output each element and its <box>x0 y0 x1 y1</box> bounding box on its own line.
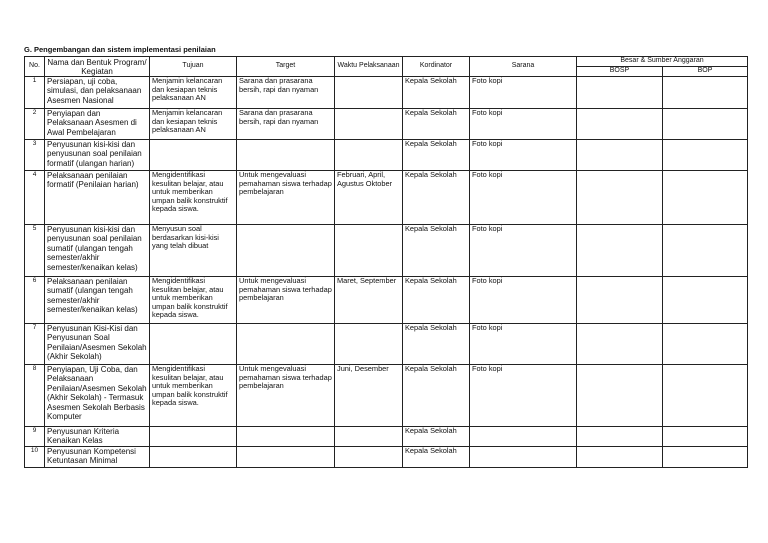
row-no: 8 <box>25 365 45 427</box>
row-no: 9 <box>25 427 45 447</box>
row-target <box>237 324 335 365</box>
row-bop <box>663 77 748 109</box>
row-target <box>237 427 335 447</box>
table-row <box>25 277 748 324</box>
row-no: 5 <box>25 225 45 277</box>
table-row <box>25 447 748 468</box>
row-no: 10 <box>25 447 45 468</box>
row-waktu <box>335 140 403 171</box>
row-tujuan <box>150 140 237 171</box>
row-no: 7 <box>25 324 45 365</box>
row-sarana: Foto kopi <box>470 171 577 225</box>
row-bosp <box>577 140 663 171</box>
header-bop: BOP <box>663 67 748 77</box>
row-sarana: Foto kopi <box>470 109 577 140</box>
row-nama: Penyiapan dan Pelaksanaan Asesmen di Awal Pembelajaran <box>45 109 150 140</box>
row-sarana: Foto kopi <box>470 77 577 109</box>
row-target <box>237 225 335 277</box>
row-kordinator: Kepala Sekolah <box>403 77 470 109</box>
row-no: 4 <box>25 171 45 225</box>
row-tujuan: Menjamin kelancaran dan kesiapan teknis pelaksanaan AN <box>150 77 237 109</box>
row-bop <box>663 277 748 324</box>
table-row <box>25 427 748 447</box>
row-tujuan: Menyusun soal berdasarkan kisi-kisi yang telah dibuat <box>150 225 237 277</box>
row-nama: Penyusunan kisi-kisi dan penyusunan soal penilaian formatif (ulangan harian) <box>45 140 150 171</box>
row-sarana: Foto kopi <box>470 277 577 324</box>
row-kordinator: Kepala Sekolah <box>403 140 470 171</box>
header-kordinator: Kordinator <box>403 57 470 77</box>
table-row <box>25 77 748 109</box>
row-no: 6 <box>25 277 45 324</box>
row-tujuan: Mengidentifikasi kesulitan belajar, atau untuk memberikan umpan balik konstruktif kepada siswa. <box>150 171 237 225</box>
row-waktu <box>335 77 403 109</box>
row-nama: Penyusunan Kompetensi Ketuntasan Minimal <box>45 447 150 468</box>
header-waktu: Waktu Pelaksanaan <box>335 57 403 77</box>
header-sarana: Sarana <box>470 57 577 77</box>
row-bosp <box>577 109 663 140</box>
row-waktu <box>335 324 403 365</box>
row-nama: Penyusunan Kriteria Kenaikan Kelas <box>45 427 150 447</box>
table-row <box>25 365 748 427</box>
row-no: 1 <box>25 77 45 109</box>
row-target: Untuk mengevaluasi pemahaman siswa terhadap pembelajaran <box>237 277 335 324</box>
row-tujuan: Mengidentifikasi kesulitan belajar, atau untuk memberikan umpan balik konstruktif kepada siswa. <box>150 277 237 324</box>
row-kordinator: Kepala Sekolah <box>403 277 470 324</box>
header-bosp: BOSP <box>577 67 663 77</box>
row-sarana: Foto kopi <box>470 324 577 365</box>
row-kordinator: Kepala Sekolah <box>403 324 470 365</box>
table-row <box>25 324 748 365</box>
row-bosp <box>577 365 663 427</box>
row-target: Sarana dan prasarana bersih, rapi dan nyaman <box>237 77 335 109</box>
row-bosp <box>577 447 663 468</box>
row-waktu: Juni, Desember <box>335 365 403 427</box>
row-bosp <box>577 171 663 225</box>
row-kordinator: Kepala Sekolah <box>403 447 470 468</box>
program-table <box>24 56 748 468</box>
row-sarana: Foto kopi <box>470 140 577 171</box>
row-kordinator: Kepala Sekolah <box>403 109 470 140</box>
row-no: 2 <box>25 109 45 140</box>
row-tujuan <box>150 427 237 447</box>
row-sarana: Foto kopi <box>470 365 577 427</box>
row-nama: Pelaksanaan penilaian sumatif (ulangan tengah semester/akhir semester/kenaikan kelas) <box>45 277 150 324</box>
row-bosp <box>577 77 663 109</box>
row-bop <box>663 447 748 468</box>
row-nama: Penyiapan, Uji Coba, dan Pelaksanaan Penilaian/Asesmen Sekolah (Akhir Sekolah) - Termasuk Asesmen Sekolah Berbasis Komputer <box>45 365 150 427</box>
row-waktu <box>335 447 403 468</box>
row-waktu <box>335 109 403 140</box>
header-target: Target <box>237 57 335 77</box>
header-tujuan: Tujuan <box>150 57 237 77</box>
row-bosp <box>577 277 663 324</box>
header-nama: Nama dan Bentuk Program/ Kegiatan <box>45 57 150 77</box>
header-no: No. <box>25 57 45 77</box>
row-bop <box>663 324 748 365</box>
row-bosp <box>577 324 663 365</box>
row-waktu <box>335 427 403 447</box>
row-nama: Penyusunan kisi-kisi dan penyusunan soal penilaian sumatif (ulangan tengah semester/akhir semester/kenaikan kelas) <box>45 225 150 277</box>
row-tujuan <box>150 324 237 365</box>
row-sarana <box>470 447 577 468</box>
section-title: G. Pengembangan dan sistem implementasi penilaian <box>24 45 216 54</box>
row-bop <box>663 365 748 427</box>
row-sarana: Foto kopi <box>470 225 577 277</box>
row-tujuan <box>150 447 237 468</box>
row-target: Sarana dan prasarana bersih, rapi dan nyaman <box>237 109 335 140</box>
row-waktu: Februari, April, Agustus Oktober <box>335 171 403 225</box>
table-row <box>25 225 748 277</box>
row-bosp <box>577 427 663 447</box>
row-tujuan: Menjamin kelancaran dan kesiapan teknis pelaksanaan AN <box>150 109 237 140</box>
row-tujuan: Mengidentifikasi kesulitan belajar, atau untuk memberikan umpan balik konstruktif kepada siswa. <box>150 365 237 427</box>
row-kordinator: Kepala Sekolah <box>403 365 470 427</box>
row-bop <box>663 171 748 225</box>
row-target: Untuk mengevaluasi pemahaman siswa terhadap pembelajaran <box>237 171 335 225</box>
row-kordinator: Kepala Sekolah <box>403 171 470 225</box>
row-waktu <box>335 225 403 277</box>
header-anggaran: Besar & Sumber Anggaran <box>577 57 748 67</box>
row-kordinator: Kepala Sekolah <box>403 427 470 447</box>
row-nama: Persiapan, uji coba, simulasi, dan pelaksanaan Asesmen Nasional <box>45 77 150 109</box>
row-nama: Penyusunan Kisi-Kisi dan Penyusunan Soal Penilaian/Asesmen Sekolah (Akhir Sekolah) <box>45 324 150 365</box>
row-sarana <box>470 427 577 447</box>
row-bop <box>663 427 748 447</box>
table-row <box>25 140 748 171</box>
table-row <box>25 171 748 225</box>
table-row <box>25 109 748 140</box>
row-kordinator: Kepala Sekolah <box>403 225 470 277</box>
row-bop <box>663 140 748 171</box>
row-bop <box>663 225 748 277</box>
row-bop <box>663 109 748 140</box>
row-no: 3 <box>25 140 45 171</box>
row-waktu: Maret, September <box>335 277 403 324</box>
row-target <box>237 447 335 468</box>
row-target <box>237 140 335 171</box>
row-target: Untuk mengevaluasi pemahaman siswa terhadap pembelajaran <box>237 365 335 427</box>
row-bosp <box>577 225 663 277</box>
row-nama: Pelaksanaan penilaian formatif (Penilaian harian) <box>45 171 150 225</box>
